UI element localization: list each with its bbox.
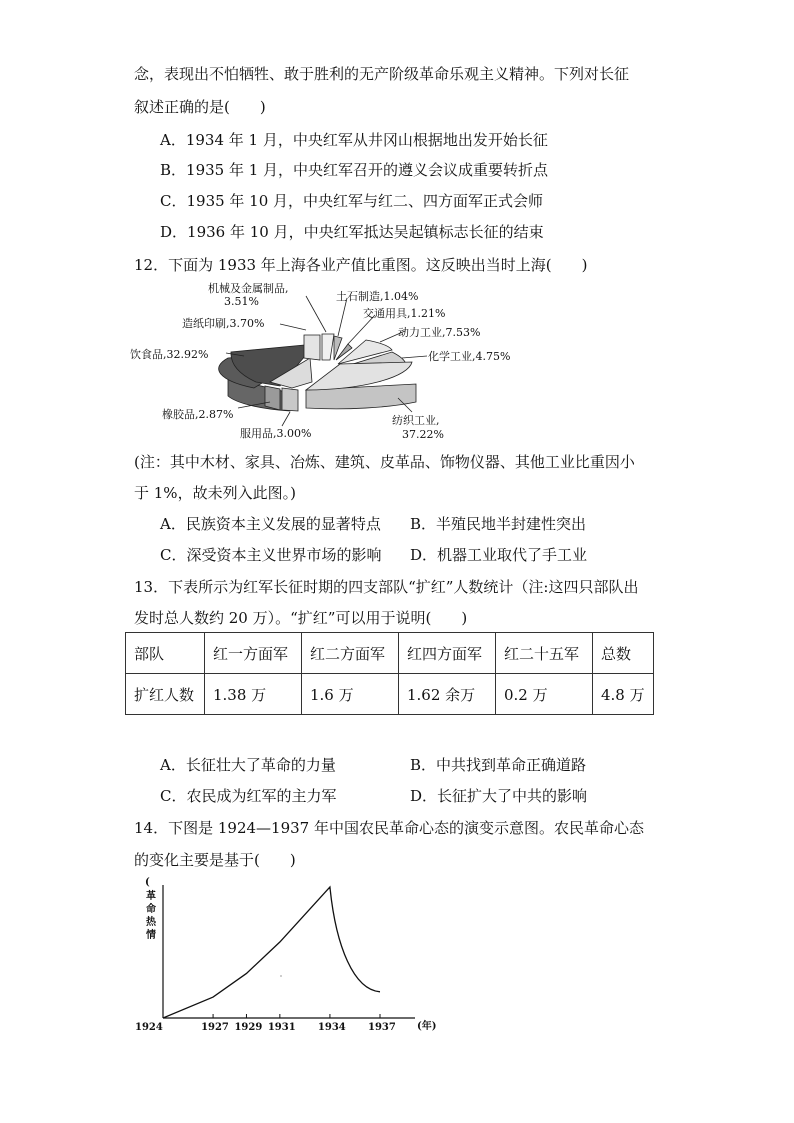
pie-body bbox=[219, 334, 416, 411]
q11-option-c: C．1935 年 10 月，中央红军与红二、四方面军正式会师 bbox=[160, 192, 544, 210]
pie-slice-paper bbox=[304, 335, 320, 360]
q12-option-a: A．民族资本主义发展的显著特点 bbox=[160, 515, 381, 533]
table-header-cell: 总数 bbox=[593, 633, 654, 674]
q12-note-line1: (注：其中木材、家具、冶炼、建筑、皮革品、饰物仪器、其他工业比重因小 bbox=[134, 453, 635, 471]
pie-label-food: 饮食品,32.92% bbox=[130, 348, 209, 361]
pie-label-clothing: 服用品,3.00% bbox=[240, 427, 312, 440]
pie-label-stone: 土石制造,1.04% bbox=[336, 290, 419, 303]
x-tick-label: 1927 bbox=[201, 1022, 229, 1033]
q12-option-c: C．深受资本主义世界市场的影响 bbox=[160, 546, 382, 564]
x-tick-label: 1931 bbox=[267, 1022, 296, 1033]
x-tick-label: 1929 bbox=[234, 1022, 263, 1033]
q14-stem-line1: 14．下图是 1924—1937 年中国农民革命心态的演变示意图。农民革命心态 bbox=[134, 819, 644, 837]
y-axis-label-char: 情 bbox=[146, 930, 156, 941]
table-cell: 0.2 万 bbox=[496, 674, 593, 715]
q13-option-d: D．长征扩大了中共的影响 bbox=[410, 787, 588, 805]
table-row bbox=[126, 674, 654, 715]
mood-series-line bbox=[163, 887, 380, 1018]
stray-dot bbox=[280, 975, 281, 976]
table-cell: 1.62 余万 bbox=[399, 674, 496, 715]
pie-label-textile: 纺织工业, bbox=[392, 414, 440, 427]
pie-label-paper: 造纸印刷,3.70% bbox=[182, 317, 265, 330]
q13-option-c: C．农民成为红军的主力军 bbox=[160, 787, 337, 805]
q12-note-line2: 于 1%，故未列入此图。) bbox=[134, 484, 296, 502]
table-header-cell: 红四方面军 bbox=[399, 633, 496, 674]
pie-slice-machinery bbox=[322, 334, 334, 360]
pie-slice-clothing bbox=[282, 388, 298, 411]
x-tick-label: 1937 bbox=[368, 1022, 396, 1033]
pie-label-rubber: 橡胶品,2.87% bbox=[162, 408, 234, 421]
pie-slice-rubber bbox=[265, 386, 280, 410]
x-ticks bbox=[135, 1014, 396, 1033]
q11-option-a: A．1934 年 1 月，中央红军从井冈山根据地出发开始长征 bbox=[160, 131, 548, 149]
q13-option-b: B．中共找到革命正确道路 bbox=[410, 756, 587, 774]
table-cell: 扩红人数 bbox=[126, 674, 205, 715]
table-cell: 4.8 万 bbox=[593, 674, 654, 715]
y-axis-label-paren: ( bbox=[145, 877, 150, 888]
pie-label-transport: 交通用具,1.21% bbox=[363, 307, 446, 320]
q13-stem-line2: 发时总人数约 20 万）。“扩红”可以用于说明( ) bbox=[134, 609, 468, 627]
pie-label-machinery: 机械及金属制品, bbox=[208, 282, 289, 295]
x-tick-label: 1924 bbox=[135, 1022, 163, 1033]
expansion-table bbox=[125, 632, 654, 715]
industry-pie-chart bbox=[130, 278, 550, 443]
y-axis-label-char: 命 bbox=[146, 904, 156, 915]
x-axis-label: (年) bbox=[417, 1021, 437, 1032]
y-axis-label-char: 热 bbox=[146, 917, 156, 928]
pie-label-power: 动力工业,7.53% bbox=[398, 326, 481, 339]
table-header-cell: 红二十五军 bbox=[496, 633, 593, 674]
pie-label-chemical: 化学工业,4.75% bbox=[428, 350, 511, 363]
pie-value-textile: 37.22% bbox=[402, 428, 444, 441]
q14-stem-line2: 的变化主要是基于( ) bbox=[134, 851, 296, 869]
q11-option-b: B．1935 年 1 月，中央红军召开的遵义会议成重要转折点 bbox=[160, 161, 549, 179]
table-header-cell: 红一方面军 bbox=[205, 633, 302, 674]
table-header-cell: 部队 bbox=[126, 633, 205, 674]
q11-text-line2: 叙述正确的是( ) bbox=[134, 98, 266, 116]
y-axis-label-char: 革 bbox=[146, 891, 156, 902]
peasant-mood-line-chart bbox=[125, 875, 445, 1040]
q12-option-b: B．半殖民地半封建性突出 bbox=[410, 515, 587, 533]
q13-stem-line1: 13．下表所示为红军长征时期的四支部队“扩红”人数统计（注:这四只部队出 bbox=[134, 578, 639, 596]
pie-value-machinery: 3.51% bbox=[224, 295, 259, 308]
table-header-row bbox=[126, 633, 654, 674]
q11-option-d: D．1936 年 10 月，中央红军抵达吴起镇标志长征的结束 bbox=[160, 223, 544, 241]
table-header-cell: 红二方面军 bbox=[302, 633, 399, 674]
q13-option-a: A．长征壮大了革命的力量 bbox=[160, 756, 336, 774]
table-cell: 1.6 万 bbox=[302, 674, 399, 715]
x-tick-label: 1934 bbox=[317, 1022, 346, 1033]
table-cell: 1.38 万 bbox=[205, 674, 302, 715]
q12-stem: 12．下面为 1933 年上海各业产值比重图。这反映出当时上海( ) bbox=[134, 256, 588, 274]
q11-text-line1: 念，表现出不怕牺牲、敢于胜利的无产阶级革命乐观主义精神。下列对长征 bbox=[134, 65, 630, 83]
q12-option-d: D．机器工业取代了手工业 bbox=[410, 546, 588, 564]
